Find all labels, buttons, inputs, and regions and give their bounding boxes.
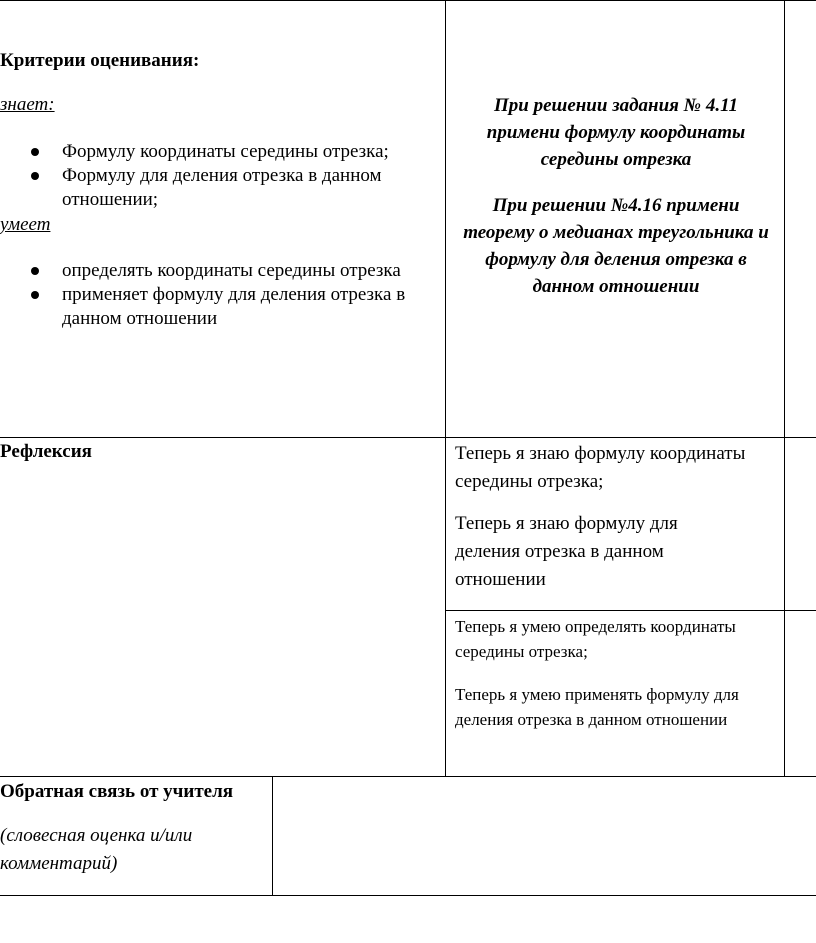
row-divider-reflection	[0, 776, 816, 777]
list-item: Формулу для деления отрезка в данном отношении;	[0, 164, 440, 212]
table-bottom-border	[0, 895, 816, 896]
column-divider-right	[784, 0, 785, 777]
knows-list	[0, 140, 440, 212]
criteria-heading: Критерии оценивания:	[0, 50, 200, 71]
row-divider-reflection-inner	[445, 610, 816, 611]
column-divider-feedback	[272, 776, 273, 896]
reflection-can-2: Теперь я умею применять формулу для деления отрезка в данном отношении	[455, 685, 739, 729]
feedback-note: (словесная оценка и/или комментарий)	[0, 825, 193, 874]
can-list	[0, 259, 440, 331]
table-top-border	[0, 0, 816, 1]
list-item: Формулу координаты середины отрезка;	[0, 140, 440, 164]
hint-task-4-11: При решении задания № 4.11 примени формулу координаты середины отрезка	[486, 95, 746, 170]
list-item: применяет формулу для деления отрезка в данном отношении	[0, 283, 440, 331]
column-divider-main	[445, 0, 446, 777]
hint-task-4-16: При решении №4.16 примени теорему о медианах треугольника и формулу для деления отрезка в данном отношении	[463, 195, 769, 297]
can-label: умеет	[0, 214, 51, 235]
row-divider-criteria	[0, 437, 816, 438]
knows-label: знает:	[0, 94, 55, 115]
reflection-can-1: Теперь я умею определять координаты середины отрезка;	[455, 617, 736, 661]
reflection-label: Рефлексия	[0, 441, 92, 462]
reflection-know-1: Теперь я знаю формулу координаты середины отрезка;	[455, 443, 746, 492]
reflection-know-2: Теперь я знаю формулу для деления отрезка в данном отношении	[455, 513, 678, 590]
list-item: определять координаты середины отрезка	[0, 259, 440, 283]
feedback-label: Обратная связь от учителя	[0, 781, 234, 802]
